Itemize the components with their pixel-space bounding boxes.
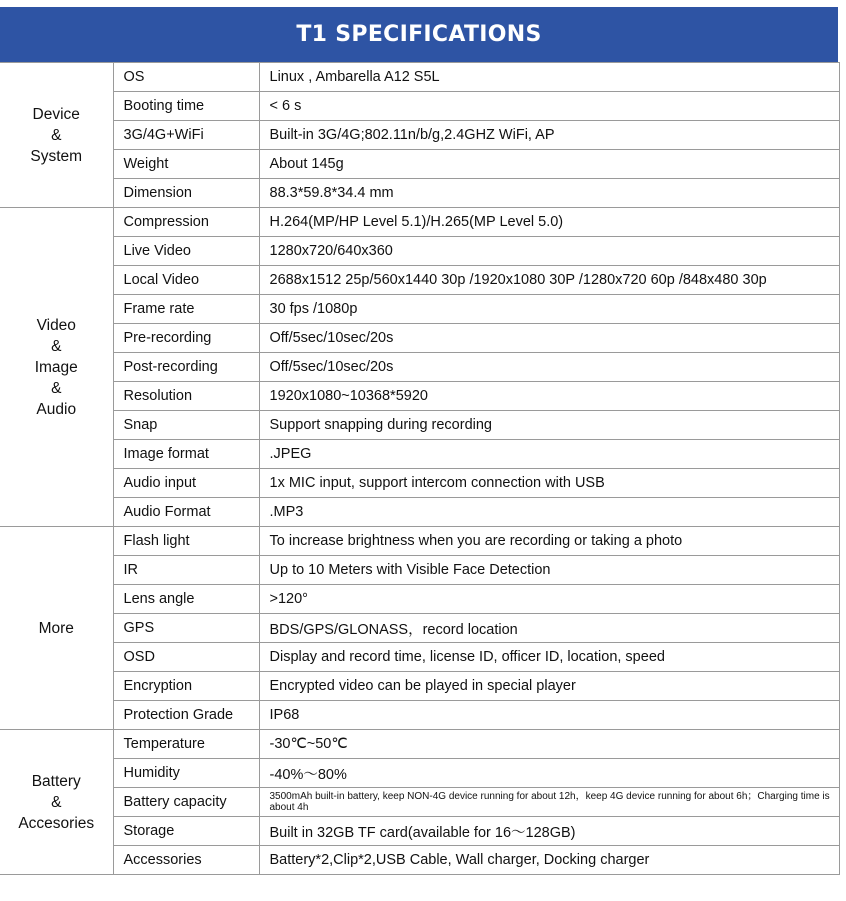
table-row [0, 208, 839, 237]
spec-label: Local Video [113, 266, 259, 295]
spec-value: Off/5sec/10sec/20s [259, 353, 839, 382]
spec-label: Image format [113, 440, 259, 469]
table-row [0, 817, 839, 846]
table-row [0, 411, 839, 440]
spec-value: Support snapping during recording [259, 411, 839, 440]
spec-value: To increase brightness when you are recording or taking a photo [259, 527, 839, 556]
table-row [0, 266, 839, 295]
spec-value: 1920x1080~10368*5920 [259, 382, 839, 411]
group-battery-accessories: Battery & Accesories [0, 730, 113, 875]
spec-value: 2688x1512 25p/560x1440 30p /1920x1080 30P /1280x720 60p /848x480 30p [259, 266, 839, 295]
table-row [0, 498, 839, 527]
spec-label: Booting time [113, 92, 259, 121]
table-row [0, 846, 839, 875]
spec-value: Display and record time, license ID, officer ID, location, speed [259, 643, 839, 672]
spec-value: Up to 10 Meters with Visible Face Detection [259, 556, 839, 585]
table-row [0, 701, 839, 730]
table-row [0, 150, 839, 179]
spec-value: Battery*2,Clip*2,USB Cable, Wall charger, Docking charger [259, 846, 839, 875]
table-row [0, 788, 839, 817]
spec-label: Snap [113, 411, 259, 440]
spec-label: Post-recording [113, 353, 259, 382]
table-row [0, 382, 839, 411]
spec-label: Encryption [113, 672, 259, 701]
spec-value: 1280x720/640x360 [259, 237, 839, 266]
table-row [0, 440, 839, 469]
table-row [0, 92, 839, 121]
group-more: More [0, 527, 113, 730]
spec-value: .JPEG [259, 440, 839, 469]
spec-table [0, 62, 840, 875]
table-row [0, 730, 839, 759]
spec-label: GPS [113, 614, 259, 643]
spec-label: Weight [113, 150, 259, 179]
table-row [0, 295, 839, 324]
spec-label: Battery capacity [113, 788, 259, 817]
spec-label: Dimension [113, 179, 259, 208]
table-row [0, 179, 839, 208]
spec-label: Storage [113, 817, 259, 846]
table-row [0, 643, 839, 672]
spec-label: Humidity [113, 759, 259, 788]
spec-value: -30℃~50℃ [259, 730, 839, 759]
table-row [0, 353, 839, 382]
table-row [0, 759, 839, 788]
spec-label: Protection Grade [113, 701, 259, 730]
spec-label: Resolution [113, 382, 259, 411]
spec-label: Flash light [113, 527, 259, 556]
spec-label: Compression [113, 208, 259, 237]
spec-value: Encrypted video can be played in special player [259, 672, 839, 701]
page-title: T1 SPECIFICATIONS [0, 7, 838, 62]
spec-value: H.264(MP/HP Level 5.1)/H.265(MP Level 5.0) [259, 208, 839, 237]
group-video-image-audio: Video & Image & Audio [0, 208, 113, 527]
spec-value: Built in 32GB TF card(available for 16～128GB) [259, 817, 839, 846]
spec-value: -40%～80% [259, 759, 839, 788]
spec-label: Lens angle [113, 585, 259, 614]
table-row [0, 585, 839, 614]
spec-value: Built-in 3G/4G;802.11n/b/g,2.4GHZ WiFi, AP [259, 121, 839, 150]
spec-value: 3500mAh built-in battery, keep NON-4G device running for about 12h，keep 4G device running for about 6h；Charging time is about 4h [259, 788, 839, 817]
table-row [0, 556, 839, 585]
spec-value: BDS/GPS/GLONASS，record location [259, 614, 839, 643]
spec-value: 30 fps /1080p [259, 295, 839, 324]
table-row [0, 324, 839, 353]
spec-label: 3G/4G+WiFi [113, 121, 259, 150]
table-row [0, 672, 839, 701]
table-row [0, 237, 839, 266]
spec-value: .MP3 [259, 498, 839, 527]
spec-value: IP68 [259, 701, 839, 730]
table-row [0, 469, 839, 498]
spec-value: Off/5sec/10sec/20s [259, 324, 839, 353]
group-device-system: Device & System [0, 63, 113, 208]
spec-label: Live Video [113, 237, 259, 266]
spec-label: OSD [113, 643, 259, 672]
spec-label: Pre-recording [113, 324, 259, 353]
spec-value: >120° [259, 585, 839, 614]
spec-label: Temperature [113, 730, 259, 759]
spec-value: Linux , Ambarella A12 S5L [259, 63, 839, 92]
spec-label: OS [113, 63, 259, 92]
spec-label: Frame rate [113, 295, 259, 324]
table-row [0, 121, 839, 150]
table-row [0, 63, 839, 92]
spec-label: IR [113, 556, 259, 585]
spec-value: < 6 s [259, 92, 839, 121]
spec-value: 1x MIC input, support intercom connection with USB [259, 469, 839, 498]
spec-value: 88.3*59.8*34.4 mm [259, 179, 839, 208]
table-row [0, 614, 839, 643]
spec-label: Audio Format [113, 498, 259, 527]
spec-label: Audio input [113, 469, 259, 498]
table-row [0, 527, 839, 556]
spec-label: Accessories [113, 846, 259, 875]
spec-value: About 145g [259, 150, 839, 179]
